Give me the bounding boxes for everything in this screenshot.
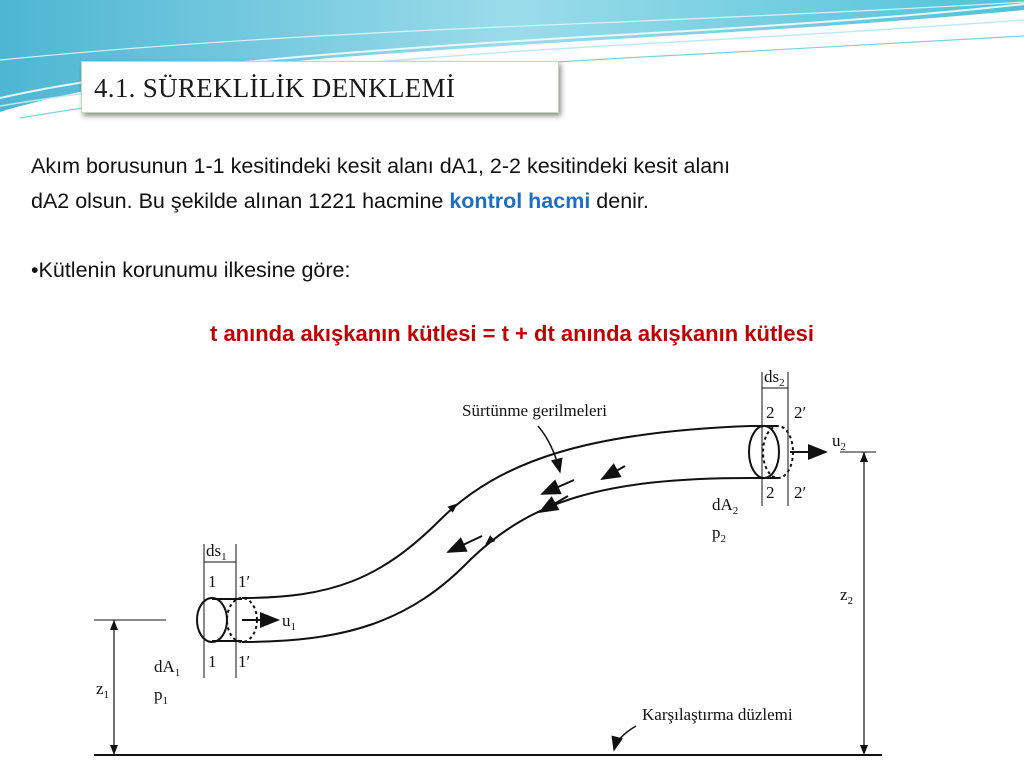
u2-label: $u_2$	[832, 431, 846, 453]
paragraph-line-2-start: dA2 olsun. Bu şekilde alınan 1221 hacmine	[31, 189, 450, 213]
paragraph-line-1: Akım borusunun 1-1 kesitindeki kesit alanı dA1, 2-2 kesitindeki kesit alanı	[31, 154, 731, 178]
section2-label-2p-top: 2′	[794, 403, 807, 422]
slide-title: 4.1. SÜREKLİLİK DENKLEMİ	[94, 73, 456, 103]
section2-label-2-bottom: 2	[766, 483, 775, 502]
u1-label: $u_1$	[282, 611, 296, 633]
ds1-label: $ds_1$	[206, 541, 227, 563]
friction-label: Sürtünme gerilmeleri	[462, 401, 607, 420]
z2-label: $z_2$	[840, 585, 854, 607]
section-2-element	[749, 372, 826, 506]
section2-label-2p-bottom: 2′	[794, 483, 807, 502]
ds2-label: $ds_2$	[764, 367, 785, 389]
title-box	[81, 61, 559, 113]
section1-label-1p-bottom: 1′	[238, 652, 251, 671]
bullet-mass-conservation: •Kütlenin korunumu ilkesine göre:	[31, 258, 351, 282]
shear-arrow-5	[448, 536, 482, 552]
section1-label-1-bottom: 1	[208, 652, 217, 671]
reference-plane-label: Karşılaştırma düzlemi	[642, 705, 793, 724]
dA2-label: $dA_2$	[712, 495, 739, 517]
keyword-control-volume: kontrol hacmi	[449, 189, 591, 213]
shear-arrow-1	[602, 466, 625, 479]
section2-label-2-top: 2	[766, 403, 775, 422]
lower-wall-arrow	[486, 530, 502, 544]
p1-label: $p_1$	[154, 685, 168, 707]
tube-upper-wall	[242, 426, 750, 598]
reference-plane-pointer	[614, 726, 636, 750]
friction-pointer	[538, 426, 560, 472]
p2-label: $p_2$	[712, 523, 726, 545]
z1-label: $z_1$	[96, 679, 110, 701]
z2-dimension	[860, 452, 868, 755]
shear-arrow-2	[542, 480, 574, 494]
paragraph-line-2-end: denir.	[590, 189, 649, 213]
dA1-label: $dA_1$	[154, 657, 181, 679]
section1-label-1-top: 1	[208, 572, 217, 591]
mass-equation: t anında akışkanın kütlesi = t + dt anında akışkanın kütlesi	[210, 321, 814, 346]
z1-dimension	[110, 620, 118, 755]
paragraph-line-2	[31, 189, 649, 214]
tube-lower-wall	[242, 478, 750, 642]
shear-arrow-4	[540, 496, 568, 512]
section1-label-1p-top: 1′	[238, 572, 251, 591]
stream-tube-diagram	[70, 360, 970, 768]
